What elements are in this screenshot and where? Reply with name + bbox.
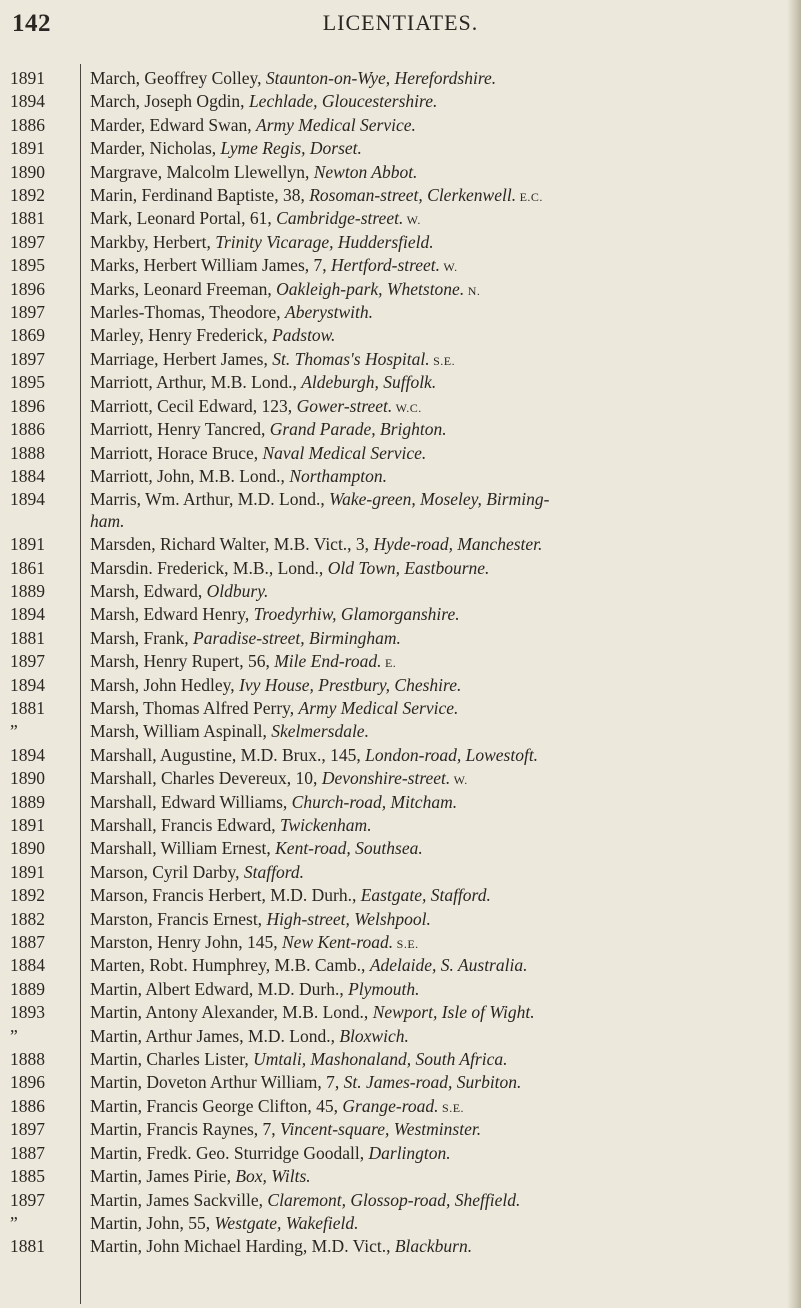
- list-item: [10, 1049, 790, 1072]
- list-item: [10, 162, 790, 185]
- entry-place: Paradise-street, Birmingham.: [193, 627, 401, 648]
- entry-postal-district: S.E.: [429, 353, 456, 368]
- list-item: [10, 68, 790, 91]
- entry-place: Grand Parade, Brighton.: [269, 419, 447, 440]
- list-item: [10, 698, 790, 721]
- entry-year: 1885: [10, 1166, 45, 1187]
- entry-name: Marris, Wm. Arthur, M.D. Lond.,: [90, 489, 330, 510]
- entry-name: March, Geoffrey Colley,: [90, 68, 266, 88]
- entry-year: 1881: [10, 1236, 45, 1257]
- entry-text: [87, 279, 790, 302]
- list-item: [10, 208, 790, 231]
- entry-name: Marsh, Henry Rupert, 56,: [90, 651, 275, 672]
- entry-name: Marin, Ferdinand Baptiste, 38,: [90, 185, 310, 206]
- entry-place: Darlington.: [368, 1142, 451, 1163]
- list-item: [10, 675, 790, 698]
- entry-place: Lyme Regis, Dorset.: [220, 138, 362, 159]
- entry-text: [87, 909, 790, 932]
- entry-place: Rosoman-street, Clerkenwell.: [309, 185, 517, 206]
- entry-place: Kent-road, Southsea.: [275, 838, 423, 859]
- entry-text: [87, 604, 790, 627]
- entry-text: [87, 1096, 790, 1119]
- entry-place: Cambridge-street.: [276, 208, 404, 229]
- list-item: [10, 862, 790, 885]
- entry-text: [87, 651, 790, 674]
- entry-name: Marriott, Henry Tancred,: [90, 419, 270, 440]
- list-item: [10, 534, 790, 557]
- entry-name: Marshall, Augustine, M.D. Brux., 145,: [90, 744, 366, 765]
- list-item: [10, 372, 790, 395]
- entry-name: Marston, Francis Ernest,: [90, 908, 267, 929]
- list-item: [10, 185, 790, 208]
- entry-name: Martin, John, 55,: [90, 1212, 215, 1233]
- entry-name: Marshall, Edward Williams,: [90, 791, 292, 812]
- entry-place: Newton Abbot.: [313, 161, 418, 182]
- list-item: [10, 255, 790, 278]
- entry-year: ”: [10, 1025, 18, 1046]
- list-item: [10, 466, 790, 489]
- entry-place: St. Thomas's Hospital.: [272, 348, 430, 369]
- entry-place: St. James-road, Surbiton.: [343, 1072, 522, 1093]
- entry-postal-district: S.E.: [438, 1100, 465, 1115]
- entry-place: Mile End-road.: [274, 651, 382, 672]
- list-item: [10, 1096, 790, 1119]
- list-item: [10, 1002, 790, 1025]
- list-item: [10, 815, 790, 838]
- entry-name: Marriott, Arthur, M.B. Lond.,: [90, 372, 302, 393]
- entry-year: ”: [10, 721, 18, 742]
- list-item: [10, 955, 790, 978]
- entry-year: 1897: [10, 348, 45, 369]
- entry-name: Marson, Francis Herbert, M.D. Durh.,: [90, 885, 361, 906]
- entry-text: [87, 255, 790, 278]
- list-item: [10, 745, 790, 768]
- entry-text: [87, 558, 790, 581]
- entry-year: 1893: [10, 1002, 45, 1023]
- list-item: [10, 279, 790, 302]
- entry-text: [87, 349, 790, 372]
- entry-year: 1891: [10, 68, 45, 88]
- list-item: [10, 1072, 790, 1095]
- list-item: [10, 1166, 790, 1189]
- entry-year: 1889: [10, 791, 45, 812]
- entry-year: 1890: [10, 161, 45, 182]
- page-header: [0, 4, 801, 44]
- entry-text: [87, 955, 790, 978]
- entry-name: Martin, James Pirie,: [90, 1166, 236, 1187]
- entry-year: 1881: [10, 208, 45, 229]
- entry-name: Margrave, Malcolm Llewellyn,: [90, 161, 314, 182]
- entry-year: 1892: [10, 885, 45, 906]
- entry-name: Marriott, Horace Bruce,: [90, 442, 263, 463]
- entry-name: Marsh, William Aspinall,: [90, 721, 272, 742]
- entry-year: 1881: [10, 697, 45, 718]
- entry-text: [87, 138, 790, 161]
- entry-year: 1897: [10, 231, 45, 252]
- list-item: [10, 419, 790, 442]
- list-item: [10, 885, 790, 908]
- list-item: [10, 325, 790, 348]
- entry-text: [87, 838, 790, 861]
- entry-year: 1884: [10, 955, 45, 976]
- entry-name: March, Joseph Ogdin,: [90, 91, 249, 112]
- entry-place: Ivy House, Prestbury, Cheshire.: [239, 674, 462, 695]
- entry-text: [87, 443, 790, 466]
- entry-year: 1861: [10, 557, 45, 578]
- entry-year: 1889: [10, 580, 45, 601]
- entry-place: Plymouth.: [348, 978, 420, 999]
- entry-place: Box, Wilts.: [235, 1166, 311, 1187]
- entry-place: London-road, Lowestoft.: [365, 744, 539, 765]
- entry-name: Marsh, Edward Henry,: [90, 604, 254, 625]
- entry-name: Martin, Albert Edward, M.D. Durh.,: [90, 978, 349, 999]
- entry-text: [87, 489, 790, 534]
- entry-name: Martin, Fredk. Geo. Sturridge Goodall,: [90, 1142, 369, 1163]
- entry-place: Army Medical Service.: [298, 697, 459, 718]
- entry-place: Aberystwith.: [285, 302, 374, 323]
- entry-text: [87, 208, 790, 231]
- entry-name: Martin, Francis Raynes, 7,: [90, 1119, 281, 1140]
- entry-year: 1888: [10, 1049, 45, 1070]
- entry-place: Twickenham.: [280, 815, 372, 835]
- entry-text: [87, 115, 790, 138]
- entry-postal-district: W.: [440, 260, 458, 275]
- entry-text: [87, 1236, 790, 1259]
- entry-name: Marsh, Thomas Alfred Perry,: [90, 697, 299, 718]
- entry-postal-district: E.: [381, 656, 397, 671]
- entry-place: Stafford.: [243, 861, 305, 882]
- entry-year: 1897: [10, 1119, 45, 1140]
- list-item: [10, 489, 790, 534]
- entry-place: Wake-green, Moseley, Birming- ham.: [90, 489, 550, 531]
- list-item: [10, 721, 790, 744]
- entry-text: [87, 396, 790, 419]
- entry-name: Marder, Nicholas,: [90, 138, 221, 159]
- entry-year: 1896: [10, 278, 45, 299]
- entry-place: Lechlade, Gloucestershire.: [248, 91, 438, 112]
- entry-text: [87, 466, 790, 489]
- entry-name: Marsden, Richard Walter, M.B. Vict., 3,: [90, 534, 374, 555]
- list-item: [10, 1190, 790, 1213]
- entry-year: 1889: [10, 978, 45, 999]
- entry-year: 1891: [10, 861, 45, 882]
- entry-year: 1895: [10, 255, 45, 276]
- entry-text: [87, 792, 790, 815]
- entry-year: 1897: [10, 651, 45, 672]
- entry-name: Markby, Herbert,: [90, 231, 216, 252]
- entry-year: 1894: [10, 674, 45, 695]
- entry-place: Newport, Isle of Wight.: [372, 1002, 535, 1023]
- entry-name: Marshall, Francis Edward,: [90, 815, 281, 835]
- entry-name: Martin, Doveton Arthur William, 7,: [90, 1072, 344, 1093]
- entry-text: [87, 581, 790, 604]
- entry-year: 1894: [10, 91, 45, 112]
- entry-year: 1886: [10, 1095, 45, 1116]
- list-item: [10, 838, 790, 861]
- list-item: [10, 628, 790, 651]
- entry-postal-district: E.C.: [516, 190, 543, 205]
- entry-text: [87, 534, 790, 557]
- entry-year: 1895: [10, 372, 45, 393]
- entry-name: Marks, Herbert William James, 7,: [90, 255, 332, 276]
- entry-place: Staunton-on-Wye, Herefordshire.: [265, 68, 497, 88]
- entry-name: Martin, Charles Lister,: [90, 1049, 254, 1070]
- entry-name: Marriott, Cecil Edward, 123,: [90, 395, 297, 416]
- entry-place: Blackburn.: [394, 1236, 473, 1257]
- list-item: [10, 909, 790, 932]
- entry-name: Marsh, John Hedley,: [90, 674, 240, 695]
- list-item: [10, 558, 790, 581]
- entry-year: 1891: [10, 138, 45, 159]
- list-item: [10, 581, 790, 604]
- entry-postal-district: W.: [403, 213, 421, 228]
- entry-place: Trinity Vicarage, Huddersfield.: [215, 231, 434, 252]
- entry-name: Marson, Cyril Darby,: [90, 861, 244, 882]
- entry-place: Grange-road.: [342, 1095, 439, 1116]
- entry-year: 1888: [10, 442, 45, 463]
- entry-text: [87, 698, 790, 721]
- entry-name: Martin, John Michael Harding, M.D. Vict.,: [90, 1236, 395, 1257]
- entry-text: [87, 815, 790, 838]
- entry-text: [87, 185, 790, 208]
- entry-place: Eastgate, Stafford.: [360, 885, 491, 906]
- entry-text: [87, 1072, 790, 1095]
- entry-year: 1886: [10, 419, 45, 440]
- entry-year: 1897: [10, 302, 45, 323]
- entry-name: Marsh, Frank,: [90, 627, 194, 648]
- entry-year: 1890: [10, 838, 45, 859]
- entry-text: [87, 1026, 790, 1049]
- entry-text: [87, 745, 790, 768]
- entry-place: Westgate, Wakefield.: [214, 1212, 359, 1233]
- entry-text: [87, 325, 790, 348]
- entry-place: Oldbury.: [206, 580, 269, 601]
- entry-name: Marriott, John, M.B. Lond.,: [90, 465, 290, 486]
- entry-text: [87, 1002, 790, 1025]
- entry-text: [87, 91, 790, 114]
- entry-text: [87, 885, 790, 908]
- list-item: [10, 443, 790, 466]
- entry-place: Umtali, Mashonaland, South Africa.: [253, 1049, 508, 1070]
- page-number: 142: [12, 10, 51, 37]
- entry-text: [87, 232, 790, 255]
- list-item: [10, 932, 790, 955]
- entry-name: Martin, Francis George Clifton, 45,: [90, 1095, 343, 1116]
- entry-text: [87, 1166, 790, 1189]
- entry-place: Skelmersdale.: [271, 721, 369, 742]
- entry-place: Hertford-street.: [331, 255, 441, 276]
- list-item: [10, 396, 790, 419]
- entry-place: Oakleigh-park, Whetstone.: [276, 278, 465, 299]
- entry-postal-district: W.C.: [392, 400, 422, 415]
- entry-year: 1894: [10, 744, 45, 765]
- entry-text: [87, 419, 790, 442]
- list-item: [10, 604, 790, 627]
- entry-year: 1890: [10, 768, 45, 789]
- entry-text: [87, 1143, 790, 1166]
- entry-year: 1897: [10, 1189, 45, 1210]
- list-item: [10, 768, 790, 791]
- entry-place: Adelaide, S. Australia.: [369, 955, 528, 976]
- entry-place: Aldeburgh, Suffolk.: [301, 372, 437, 393]
- list-item: [10, 792, 790, 815]
- entry-year: 1886: [10, 114, 45, 135]
- list-item: [10, 1143, 790, 1166]
- entry-postal-district: N.: [464, 283, 481, 298]
- entry-name: Martin, Arthur James, M.D. Lond.,: [90, 1025, 340, 1046]
- entry-year: 1887: [10, 1142, 45, 1163]
- entry-year: 1891: [10, 815, 45, 835]
- entry-postal-district: S.E.: [393, 937, 419, 952]
- list-item: [10, 1236, 790, 1259]
- entry-name: Marles-Thomas, Theodore,: [90, 302, 286, 323]
- entry-name: Marriage, Herbert James,: [90, 348, 273, 369]
- licentiates-list: [10, 68, 790, 1260]
- entry-text: [87, 372, 790, 395]
- list-item: [10, 1213, 790, 1236]
- entry-place: Gower-street.: [296, 395, 393, 416]
- entry-place: Padstow.: [272, 325, 336, 346]
- entry-text: [87, 68, 790, 91]
- list-item: [10, 1026, 790, 1049]
- entry-name: Marten, Robt. Humphrey, M.B. Camb.,: [90, 955, 370, 976]
- entry-text: [87, 1190, 790, 1213]
- entry-place: Hyde-road, Manchester.: [373, 534, 543, 555]
- entry-name: Marks, Leonard Freeman,: [90, 278, 277, 299]
- list-item: [10, 232, 790, 255]
- entry-place: New Kent-road.: [282, 932, 394, 953]
- list-item: [10, 302, 790, 325]
- entry-text: [87, 628, 790, 651]
- entry-year: 1891: [10, 534, 45, 555]
- entry-year: ”: [10, 1212, 18, 1233]
- list-item: [10, 349, 790, 372]
- entry-year: 1896: [10, 1072, 45, 1093]
- entry-place: Army Medical Service.: [256, 114, 416, 135]
- entry-text: [87, 302, 790, 325]
- entry-name: Marshall, Charles Devereux, 10,: [90, 768, 322, 789]
- entry-name: Martin, Antony Alexander, M.B. Lond.,: [90, 1002, 373, 1023]
- list-item: [10, 115, 790, 138]
- entry-name: Mark, Leonard Portal, 61,: [90, 208, 277, 229]
- entry-text: [87, 162, 790, 185]
- list-item: [10, 138, 790, 161]
- entry-place: Bloxwich.: [339, 1025, 409, 1046]
- entry-year: 1896: [10, 395, 45, 416]
- entry-place: High-street, Welshpool.: [266, 908, 431, 929]
- entry-year: 1869: [10, 325, 45, 346]
- entry-text: [87, 1213, 790, 1236]
- entry-year: 1881: [10, 627, 45, 648]
- entry-year: 1892: [10, 185, 45, 206]
- entry-name: Marsh, Edward,: [90, 580, 207, 601]
- list-item: [10, 91, 790, 114]
- list-item: [10, 979, 790, 1002]
- entry-year: 1884: [10, 465, 45, 486]
- entry-name: Marley, Henry Frederick,: [90, 325, 273, 346]
- entry-year: 1894: [10, 604, 45, 625]
- entry-name: Marder, Edward Swan,: [90, 114, 256, 135]
- entry-text: [87, 675, 790, 698]
- entry-place: Old Town, Eastbourne.: [327, 557, 490, 578]
- entry-text: [87, 721, 790, 744]
- entry-place: Troedyrhiw, Glamorganshire.: [253, 604, 460, 625]
- entry-place: Devonshire-street.: [321, 768, 451, 789]
- entry-place: Naval Medical Service.: [262, 442, 427, 463]
- entry-postal-district: W.: [450, 773, 468, 788]
- entry-name: Martin, James Sackville,: [90, 1189, 268, 1210]
- entry-text: [87, 1119, 790, 1142]
- list-item: [10, 651, 790, 674]
- entry-year: 1894: [10, 489, 45, 510]
- entry-text: [87, 1049, 790, 1072]
- entry-place: Northampton.: [289, 465, 388, 486]
- entry-text: [87, 768, 790, 791]
- entry-place: Church-road, Mitcham.: [291, 791, 458, 812]
- entry-text: [87, 979, 790, 1002]
- entry-name: Marston, Henry John, 145,: [90, 932, 282, 953]
- entry-text: [87, 932, 790, 955]
- list-item: [10, 1119, 790, 1142]
- running-title: LICENTIATES.: [322, 10, 479, 35]
- entry-year: 1887: [10, 932, 45, 953]
- entry-name: Marshall, William Ernest,: [90, 838, 276, 859]
- entry-text: [87, 862, 790, 885]
- entry-name: Marsdin. Frederick, M.B., Lond.,: [90, 557, 328, 578]
- entry-place: Vincent-square, Westminster.: [280, 1119, 482, 1140]
- entry-place: Claremont, Glossop-road, Sheffield.: [267, 1189, 521, 1210]
- entry-year: 1882: [10, 908, 45, 929]
